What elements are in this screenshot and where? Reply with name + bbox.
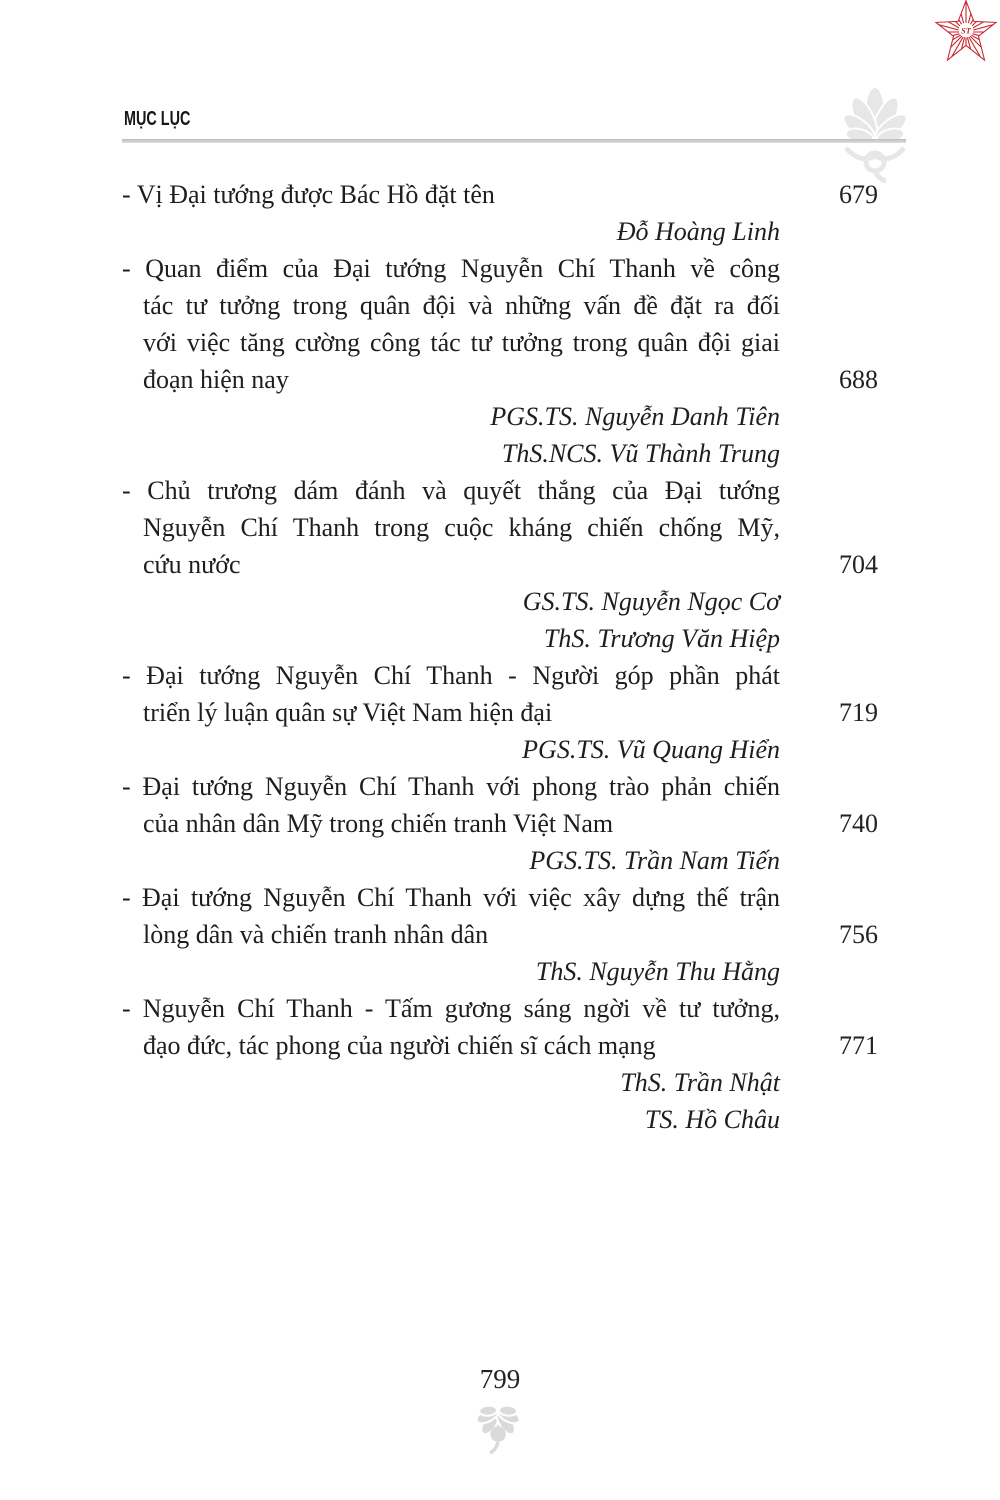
lotus-watermark-icon	[816, 82, 934, 191]
toc-line-text: của nhân dân Mỹ trong chiến tranh Việt Nam	[143, 809, 614, 838]
footer-page-number: 799	[479, 1364, 521, 1394]
toc-author-line	[122, 583, 878, 620]
toc-line	[122, 916, 878, 953]
toc-line-text: tác tư tưởng trong quân đội và những vấn đề đặt ra đối	[143, 291, 780, 320]
header-rule	[122, 139, 906, 143]
toc-page-number: 688	[839, 365, 878, 394]
toc-line-text: - Đại tướng Nguyễn Chí Thanh với việc xây dựng thế trận	[122, 883, 780, 912]
toc-line-text: lòng dân và chiến tranh nhân dân	[143, 920, 489, 949]
toc-author: Đỗ Hoàng Linh	[616, 217, 780, 246]
lotus-ornament-icon	[450, 1400, 546, 1463]
toc-line-text: cứu nước	[143, 550, 241, 579]
toc-page-number: 704	[839, 550, 878, 579]
toc-entry	[122, 990, 878, 1138]
toc-author-line	[122, 1101, 878, 1138]
toc-line-text: - Chủ trương dám đánh và quyết thắng của Đại tướng	[122, 476, 780, 505]
toc-line	[122, 509, 878, 546]
table-of-contents	[122, 176, 878, 1138]
toc-author: ThS. Nguyễn Thu Hằng	[535, 957, 780, 986]
toc-entry	[122, 879, 878, 990]
toc-author: ThS.NCS. Vũ Thành Trung	[501, 439, 780, 468]
toc-author: PGS.TS. Trần Nam Tiến	[529, 846, 780, 875]
toc-author: PGS.TS. Vũ Quang Hiển	[522, 735, 780, 764]
toc-line	[122, 694, 878, 731]
toc-line-text: - Quan điểm của Đại tướng Nguyễn Chí Thanh về công	[122, 254, 780, 283]
toc-line	[122, 287, 878, 324]
toc-page-number: 740	[839, 809, 878, 838]
toc-entry	[122, 657, 878, 768]
toc-entry	[122, 472, 878, 657]
toc-line	[122, 1027, 878, 1064]
toc-author-line	[122, 620, 878, 657]
toc-page-number: 719	[839, 698, 878, 727]
toc-author-line	[122, 398, 878, 435]
toc-line	[122, 361, 878, 398]
toc-author: ThS. Trương Văn Hiệp	[543, 624, 780, 653]
toc-line	[122, 879, 878, 916]
publisher-star-logo	[933, 0, 999, 69]
toc-line-text: - Đại tướng Nguyễn Chí Thanh - Người góp phần phát	[122, 661, 780, 690]
toc-line-text: - Vị Đại tướng được Bác Hồ đặt tên	[122, 180, 495, 209]
toc-line	[122, 805, 878, 842]
toc-author: ThS. Trần Nhật	[620, 1068, 780, 1097]
star-burst-icon	[933, 0, 999, 64]
toc-line	[122, 657, 878, 694]
toc-author-line	[122, 1064, 878, 1101]
toc-author-line	[122, 213, 878, 250]
toc-page-number: 679	[839, 180, 878, 209]
toc-author-line	[122, 953, 878, 990]
toc-line	[122, 250, 878, 287]
toc-line	[122, 546, 878, 583]
toc-author: PGS.TS. Nguyễn Danh Tiên	[490, 402, 780, 431]
toc-author-line	[122, 842, 878, 879]
toc-line-text: triển lý luận quân sự Việt Nam hiện đại	[143, 698, 553, 727]
toc-page-number: 756	[839, 920, 878, 949]
toc-page-number: 771	[839, 1031, 878, 1060]
toc-author-line	[122, 731, 878, 768]
toc-entry	[122, 768, 878, 879]
toc-entry	[122, 176, 878, 250]
toc-line	[122, 768, 878, 805]
svg-text:ST: ST	[961, 26, 971, 36]
toc-line-text: - Đại tướng Nguyễn Chí Thanh với phong trào phản chiến	[122, 772, 780, 801]
toc-line	[122, 990, 878, 1027]
toc-line-text: đoạn hiện nay	[143, 365, 289, 394]
toc-line	[122, 324, 878, 361]
toc-line	[122, 472, 878, 509]
toc-line-text: Nguyễn Chí Thanh trong cuộc kháng chiến chống Mỹ,	[143, 513, 780, 542]
toc-author-line	[122, 435, 878, 472]
page-title: MỤC LỤC	[124, 108, 191, 130]
toc-line-text: - Nguyễn Chí Thanh - Tấm gương sáng ngời về tư tưởng,	[122, 994, 780, 1023]
toc-author: GS.TS. Nguyễn Ngọc Cơ	[522, 587, 780, 616]
toc-line	[122, 176, 878, 213]
toc-entry	[122, 250, 878, 472]
toc-line-text: với việc tăng cường công tác tư tưởng trong quân đội giai	[143, 328, 780, 357]
toc-line-text: đạo đức, tác phong của người chiến sĩ cách mạng	[143, 1031, 656, 1060]
toc-author: TS. Hồ Châu	[644, 1105, 780, 1134]
